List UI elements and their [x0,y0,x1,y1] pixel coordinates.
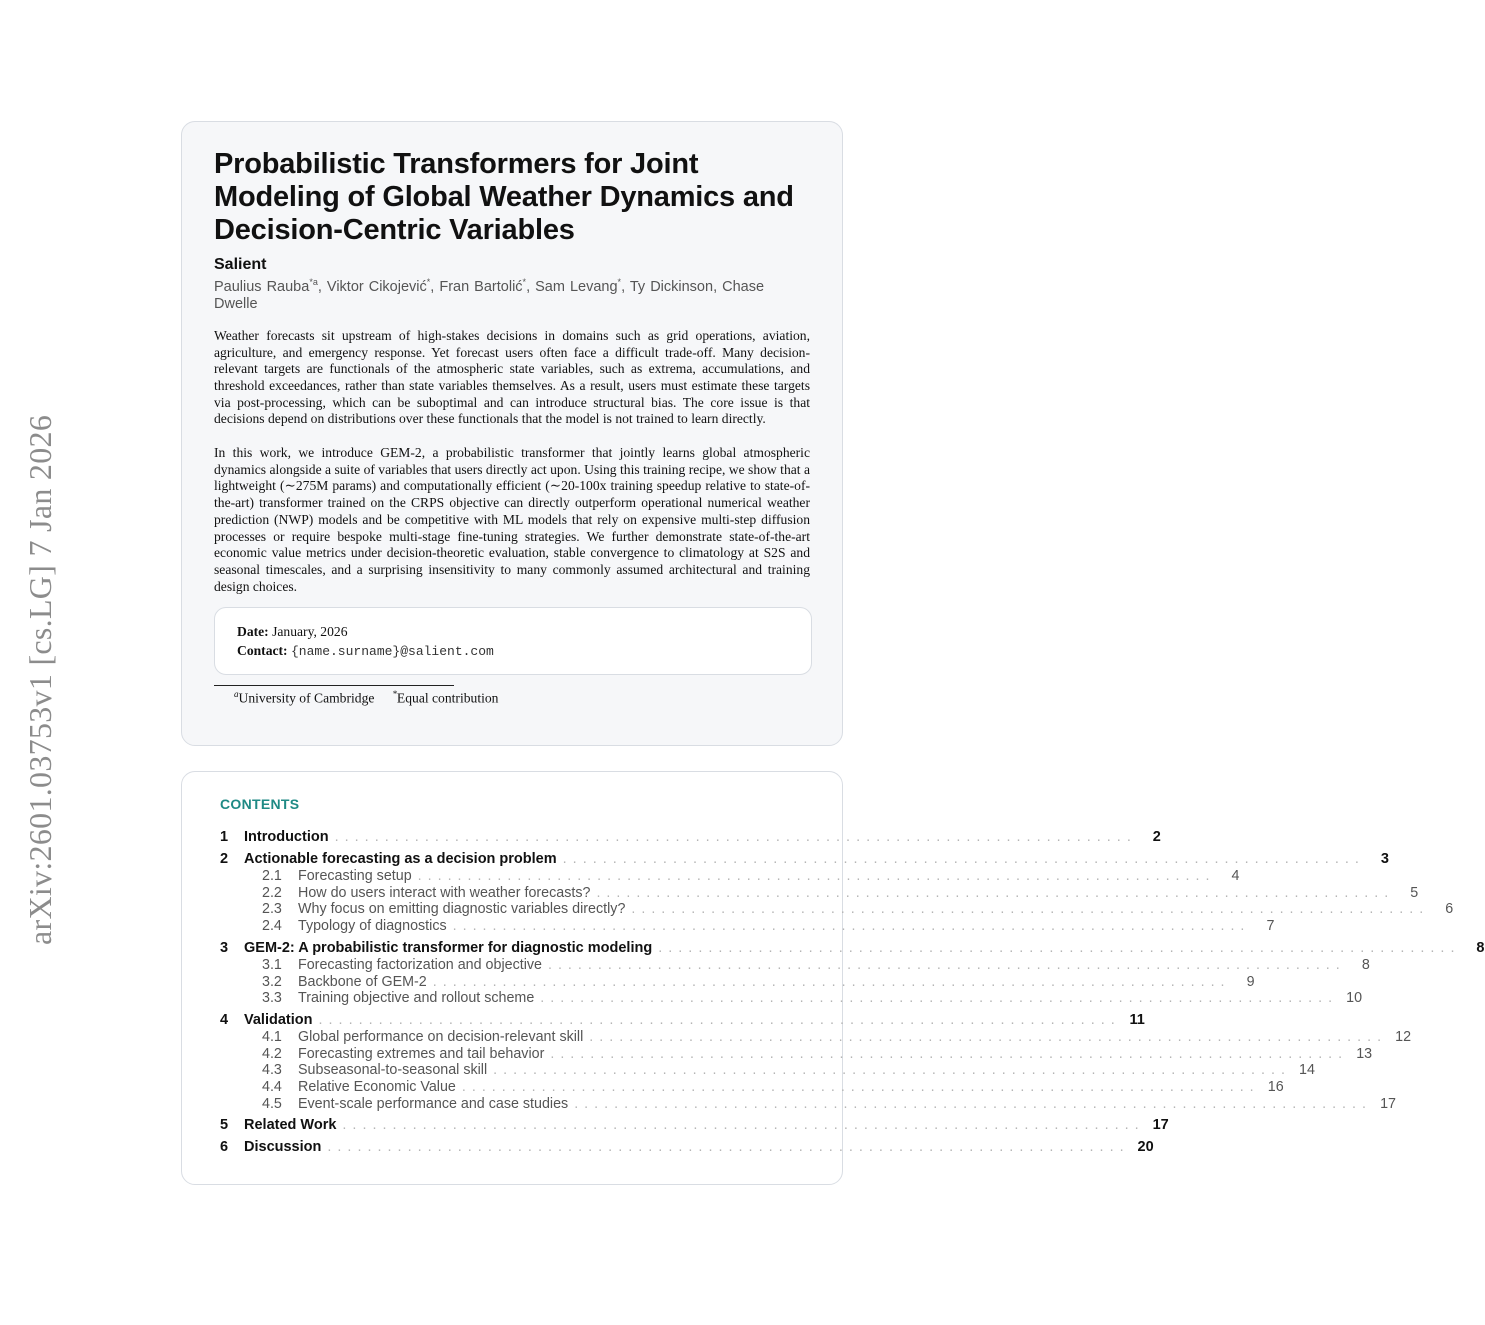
toc-entry-number: 3.2 [262,973,282,990]
toc-entry-page: 13 [1356,1045,1373,1062]
toc-subsection-entry[interactable] [220,901,1454,918]
toc-entry-label: Backbone of GEM-2 [298,973,427,990]
equal-contribution-mark: * [392,689,397,700]
toc-section-entry[interactable] [220,851,1389,868]
toc-subsection-entry[interactable] [220,973,1255,991]
paper-title: Probabilistic Transformers for Joint Modeling of Global Weather Dynamics and Decision-Centric Variables [214,148,794,246]
toc-section-entry[interactable] [220,1011,1145,1029]
toc-leader-dots: ................................................................................ [562,851,1365,867]
toc-entry-label: Actionable forecasting as a decision problem [244,851,557,867]
toc-entry-page: 8 [1361,956,1370,973]
toc-entry-page: 10 [1346,990,1363,1007]
toc-entry-page: 11 [1129,1011,1145,1028]
toc-entry-number: 3.3 [262,990,282,1007]
toc-subsection-entry[interactable] [220,1028,1412,1046]
toc-leader-dots: ................................................................................ [318,1011,1121,1028]
toc-entry-label: Global performance on decision-relevant skill [298,1028,584,1045]
author-name: Sam Levang [535,278,618,295]
date-line [237,622,789,641]
contents-heading: CONTENTS [220,796,300,812]
toc-leader-dots: ................................................................................ [658,939,1461,956]
toc-entry-number: 4.5 [262,1095,282,1112]
toc-entry-label: Relative Economic Value [298,1079,456,1096]
toc-entry-label: Introduction [244,829,329,845]
toc-subsection-entry[interactable] [220,884,1419,902]
toc-subsection-entry[interactable] [220,1079,1284,1096]
author-name: Chase Dwelle [214,278,765,312]
affiliation-mark: a [234,689,239,700]
table-of-contents-card [181,771,1485,1185]
toc-section-entry[interactable] [220,1139,1154,1156]
toc-entry-number: 6 [220,1139,229,1156]
toc-entry-number: 2.1 [262,868,282,884]
toc-subsection-entry[interactable] [220,918,1275,935]
toc-entry-number: 1 [220,829,229,845]
toc-entry-label: Training objective and rollout scheme [298,990,535,1007]
toc-subsection-entry[interactable] [220,868,1240,885]
toc-entry-number: 4.3 [262,1062,282,1079]
abstract-paragraph-2: In this work, we introduce GEM-2, a probabilistic transformer that jointly learns global atmospheric dynamics alongside a suite of variables that users directly act upon. Using this training recipe, we show that a lightweight (∼275M params) and computationally efficient (∼20-100x training speedup relative to state-of-the-art) transformer trained on the CRPS objective can directly outperform operational numerical weather prediction (NWP) models and be competitive with ML models that rely on expensive multi-step diffusion processes or require bespoke multi-stage fine-tuning strategies. We further demonstrate state-of-the-art economic value metrics under decision-theoretic evaluation, stable convergence to climatology at S2S and seasonal timescales, and a surprising insensitivity to many commonly assumed architectural and training design choices. [214,445,810,594]
toc-entry-label: Validation [244,1011,313,1028]
toc-entry-page: 17 [1152,1117,1169,1134]
author-name: Ty Dickinson [629,278,714,295]
toc-entry-label: Event-scale performance and case studies [298,1095,569,1112]
toc-entry-label: Forecasting factorization and objective [298,956,542,973]
title-card [181,121,843,746]
arxiv-identifier-stamp: arXiv:2601.03753v1 [cs.LG] 7 Jan 2026 [22,414,58,945]
toc-entry-number: 2.4 [262,918,282,935]
toc-leader-dots: ................................................................................ [334,829,1137,845]
toc-leader-dots: ................................................................................ [342,1117,1145,1134]
toc-leader-dots: ................................................................................ [574,1095,1372,1112]
toc-entry-number: 4.2 [262,1045,282,1062]
toc-entry-label: GEM-2: A probabilistic transformer for diagnostic modeling [244,939,653,956]
toc-subsection-entry[interactable] [220,956,1370,974]
author-name: Fran Bartolić [439,278,523,295]
toc-entry-page: 20 [1137,1139,1154,1156]
toc-entry-label: Typology of diagnostics [298,918,447,935]
toc-section-entry[interactable] [220,939,1485,957]
toc-entry-page: 9 [1246,973,1255,990]
toc-entry-page: 17 [1380,1095,1396,1112]
toc-subsection-entry[interactable] [220,1095,1396,1113]
toc-entry-page: 8 [1476,939,1485,956]
toc-entry-label: Why focus on emitting diagnostic variables directly? [298,901,626,918]
toc-leader-dots: ................................................................................ [417,868,1216,884]
toc-leader-dots: ................................................................................ [432,973,1231,990]
footnotes [214,689,810,707]
toc-entry-label: How do users interact with weather forecasts? [298,884,591,901]
toc-entry-page: 3 [1380,851,1389,867]
toc-entry-number: 4.1 [262,1028,282,1045]
author-affiliation-mark: * [617,277,622,287]
toc-leader-dots: ................................................................................ [550,1045,1349,1062]
abstract [214,328,810,596]
toc-section-entry[interactable] [220,829,1161,846]
toc-entry-label: Subseasonal-to-seasonal skill [298,1062,488,1079]
toc-leader-dots: ................................................................................ [547,956,1346,973]
toc-entry-page: 7 [1266,918,1275,935]
abstract-paragraph-1: Weather forecasts sit upstream of high-stakes decisions in domains such as grid operations, aviation, agriculture, and emergency response. Yet forecast users often face a difficult trade-off. Many decision-relevant targets are functionals of the atmospheric state variables, such as extrema, accumulations, and threshold exceedances, rather than state variables themselves. As a result, users must estimate these targets via post-processing, which can be suboptimal and can introduce structural bias. The core issue is that decisions depend on distributions over these functionals that the model is not trained to learn directly. [214,327,810,427]
author-name: Paulius Rauba [214,278,310,295]
toc-entry-page: 5 [1410,884,1419,901]
toc-list [220,829,1485,1156]
toc-leader-dots: ................................................................................ [493,1062,1291,1079]
toc-entry-number: 2.2 [262,884,282,901]
toc-entry-number: 2.3 [262,901,282,918]
toc-leader-dots: ................................................................................ [452,918,1251,935]
toc-subsection-entry[interactable] [220,1045,1373,1063]
toc-entry-label: Forecasting extremes and tail behavior [298,1045,545,1062]
author-affiliation-mark: *a [309,277,318,287]
toc-entry-label: Forecasting setup [298,868,412,884]
toc-leader-dots: ................................................................................ [589,1028,1388,1045]
date-label: Date: [237,624,269,640]
toc-entry-number: 3.1 [262,956,282,973]
toc-entry-number: 2 [220,851,229,867]
toc-entry-page: 4 [1231,868,1240,884]
toc-leader-dots: ................................................................................ [461,1079,1260,1096]
toc-entry-page: 12 [1395,1028,1412,1045]
equal-contribution-note: Equal contribution [396,690,499,706]
organization: Salient [214,256,267,273]
metadata-box [214,607,812,675]
toc-entry-page: 16 [1267,1079,1284,1096]
toc-entry-number: 3 [220,939,229,956]
toc-subsection-entry[interactable] [220,1062,1315,1079]
toc-entry-page: 14 [1299,1062,1315,1079]
toc-entry-label: Related Work [244,1117,337,1134]
author-list: Paulius Rauba$^{*a}$, Viktor Cikojević*, Fran Bartolić*, Sam Levang*, Ty Dickinson, Chase Dwelle [214,277,765,312]
affiliation-note: University of Cambridge [238,690,375,706]
author-name: Viktor Cikojević [326,278,427,295]
contact-line [237,641,789,661]
toc-leader-dots: ................................................................................ [540,990,1339,1007]
toc-entry-number: 4 [220,1011,229,1028]
author-affiliation-mark: * [426,277,431,287]
toc-leader-dots: ................................................................................ [631,901,1430,918]
author-affiliation-mark: * [522,277,527,287]
date-value: January, 2026 [272,624,348,640]
toc-leader-dots: ................................................................................ [596,884,1395,901]
toc-entry-page: 2 [1152,829,1161,845]
toc-entry-number: 5 [220,1117,229,1134]
toc-subsection-entry[interactable] [220,990,1363,1007]
contact-label: Contact: [237,643,288,659]
toc-leader-dots: ................................................................................ [327,1139,1130,1156]
contact-email[interactable]: {name.surname}@salient.com [291,644,494,660]
toc-entry-label: Discussion [244,1139,322,1156]
toc-entry-number: 4.4 [262,1079,282,1096]
toc-section-entry[interactable] [220,1117,1169,1134]
toc-entry-page: 6 [1445,901,1454,918]
footnote-rule [214,685,454,686]
